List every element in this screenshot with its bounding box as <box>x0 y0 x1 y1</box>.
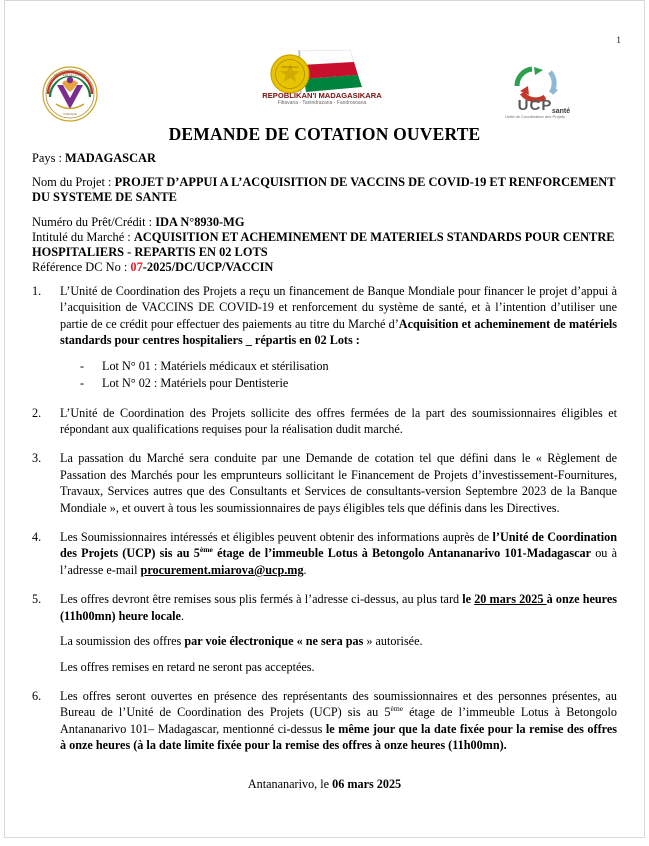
svg-text:REPOBLIKAN'I MADAGASIKARA: REPOBLIKAN'I MADAGASIKARA <box>262 91 382 100</box>
clause-text-plain-2: ou à l’adresse e-mail <box>60 546 617 577</box>
clause-paragraph <box>60 283 617 349</box>
meta-value-pret: IDA N°8930-MG <box>155 214 245 229</box>
clause-item-4 <box>32 529 617 578</box>
signature-place: Antananarivo, le <box>247 777 333 791</box>
meta-row-pret <box>32 215 617 230</box>
clause-text-plain: La soumission des offres <box>60 634 185 649</box>
meta-label-pret: Numéro du Prêt/Crédit : <box>32 214 156 229</box>
meta-value-projet: PROJET D’APPUI A L’ACQUISITION DE VACCINS DE COVID-19 ET RENFORCEMENT DU SYSTEME DE SANTE <box>32 175 616 205</box>
clause-paragraph-late: Les offres remises en retard ne seront pas acceptées. <box>60 659 315 674</box>
clause-item-6 <box>32 688 617 754</box>
meta-value-reference-number: 07 <box>130 260 143 275</box>
meta-row-marche <box>32 230 617 260</box>
ucp-sante-logo-icon <box>487 60 583 120</box>
clause-paragraph-electronic <box>60 633 617 649</box>
clause-text-plain: Les offres seront ouvertes en présence des représentants des soumissionnaires et des personnes présentes, au Bureau de l’Unité de Coordination des Projets (UCP) sis au 5 <box>60 688 617 720</box>
meta-value-pays: MADAGASCAR <box>65 151 156 165</box>
clause-marker: 1. <box>32 284 42 298</box>
lot-label: Lot N° 02 : Matériels pour Dentisterie <box>102 375 289 390</box>
dash-bullet-icon: - <box>80 375 85 390</box>
clause-paragraph <box>60 688 617 754</box>
meta-row-projet <box>32 175 617 205</box>
electronic-not-allowed-bold: par voie électronique « ne sera pas <box>184 634 364 649</box>
svg-text:MINISTERE DE LA SANTE: MINISTERE DE LA SANTE <box>54 74 86 77</box>
deadline-local: heure locale <box>115 608 181 623</box>
clause-text-plain-2: » autorisée. <box>363 634 423 649</box>
list-item <box>60 375 617 392</box>
clause-marker: 4. <box>32 530 42 545</box>
list-item <box>60 358 617 375</box>
svg-text:santé: santé <box>551 108 571 115</box>
deadline-time: à onze heures (11h00mn) <box>60 592 617 623</box>
meta-value-marche: ACQUISITION ET ACHEMINEMENT DE MATERIELS STANDARDS POUR CENTRE HOSPITALIERS - REPARTIS EN 02 LOTS <box>32 229 615 260</box>
clause-marker: 3. <box>32 451 42 466</box>
page-title: DEMANDE DE COTATION OUVERTE <box>168 124 481 144</box>
meta-label-projet: Nom du Projet : <box>32 175 115 190</box>
clause-text-plain: Les offres devront être remises sous plis fermés à l’adresse ci-dessus, au plus tard <box>60 592 463 607</box>
lot-label: Lot N° 01 : Matériels médicaux et stérilisation <box>102 358 329 373</box>
clause-item-1 <box>32 283 617 392</box>
clause-list <box>32 283 617 767</box>
meta-label-marche: Intitulé du Marché : <box>32 229 134 244</box>
meta-label-reference: Référence DC No : <box>32 260 131 275</box>
clause-text-bold: Acquisition et acheminement de matériels standards pour centres hospitaliers _ répartis en 02 Lots : <box>60 316 617 348</box>
meta-row-pays <box>32 151 617 166</box>
clause-paragraph <box>60 529 617 578</box>
ordinal-superscript: ème <box>199 545 213 555</box>
page-number: 1 <box>616 36 621 46</box>
svg-text:REPOBLIKA: REPOBLIKA <box>281 65 299 69</box>
svg-text:Fitiavana - Tanindrazana - Fan: Fitiavana - Tanindrazana - Fandrosoana <box>277 100 367 106</box>
clause-text-plain: L’Unité de Coordination des Projets a reçu un financement de Banque Mondiale pour financer le projet d’appui à l’acquisition de VACCINS DE COVID-19 et renforcement du système de santé, et à l’intention d’utiliser une partie de ce crédit pour effectuer des paiements au titre du Marché d’ <box>60 284 617 331</box>
svg-text:PUBLIQUE: PUBLIQUE <box>63 113 77 116</box>
svg-text:Unité de Coordination des Proj: Unité de Coordination des Projets <box>505 114 565 119</box>
meta-row-reference <box>32 260 617 275</box>
ordinal-superscript: ème <box>390 704 404 714</box>
opening-session-bold: le même jour que la date fixée pour la remise des offres à onze heures (à la date limite fixée pour la remise des offres à onze heures (11h00mn). <box>60 721 617 753</box>
meta-value-reference-rest: -2025/DC/UCP/VACCIN <box>142 260 274 275</box>
clause-paragraph <box>60 591 617 624</box>
lot-sublist <box>60 358 617 392</box>
svg-text:UCP: UCP <box>517 97 553 114</box>
clause-text-period: . <box>180 608 185 623</box>
document-meta <box>32 151 617 275</box>
clause-text-period: . <box>303 562 307 577</box>
ministry-of-health-emblem-icon <box>40 64 100 124</box>
clause-paragraph: La passation du Marché sera conduite par une Demande de cotation tel que défini dans le « Règlement de Passation des Marchés pour les emprunteurs sollicitant le Financement de Projets d’investissement-Fournitures, Travaux, Services autres que des Consultants et Services de consultants-version Septembre 2023 de la Banque Mondiale », et ouvert à tous les soumissionnaires de pays éligibles tels que définis dans les Directives. <box>60 451 617 515</box>
clause-marker: 5. <box>32 592 42 607</box>
deadline-date: 20 mars 2025 <box>474 592 547 607</box>
clause-item-2 <box>32 405 617 438</box>
signature-line <box>0 777 649 792</box>
clause-text-plain-2: étage de l’immeuble Lotus à Betongolo Antananarivo 101– Madagascar, mentionné ci-dessus <box>60 705 618 736</box>
republique-madagascar-emblem-icon <box>242 48 402 106</box>
clause-item-3 <box>32 450 617 516</box>
clause-marker: 2. <box>32 405 42 420</box>
email-link[interactable]: procurement.miarova@ucp.mg <box>140 562 304 577</box>
clause-text-plain: Les Soumissionnaires intéressés et éligibles peuvent obtenir des informations auprès de <box>60 530 493 545</box>
header-logo-row <box>0 48 649 123</box>
signature-date: 06 mars 2025 <box>332 777 402 791</box>
meta-label-pays: Pays : <box>32 151 66 165</box>
clause-item-5 <box>32 591 617 675</box>
clause-paragraph: L’Unité de Coordination des Projets sollicite des offres fermées de la part des soumissionnaires éligibles et répondant aux qualifications requises pour la réalisation dudit marché. <box>60 405 617 437</box>
ucp-address-post: étage de l’immeuble Lotus à Betongolo Antananarivo 101-Madagascar <box>212 546 592 561</box>
ucp-address-pre: l’Unité de Coordination des Projets (UCP) sis au 5 <box>60 530 617 561</box>
clause-marker: 6. <box>32 688 42 703</box>
deadline-prefix: le <box>462 592 475 607</box>
dash-bullet-icon: - <box>80 358 85 373</box>
